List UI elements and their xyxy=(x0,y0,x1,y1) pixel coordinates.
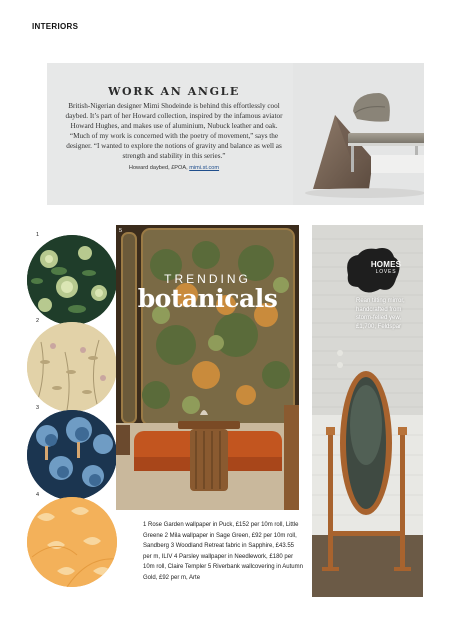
feature-credit-link[interactable]: mimi.st.com xyxy=(189,165,220,171)
section-label: INTERIORS xyxy=(32,22,79,31)
product-caption: 1 Rose Garden wallpaper in Puck, £152 per 10m roll, Little Greene 2 Mila wallpaper in Sage Green, £92 per 10m roll, Sandberg 3 Woodland Retreat fabric in Sapphire, £43.55 per m, ILIV 4 Parsley wallpaper in Needlework, £180 per 10m roll, Claire Templer 5 Riverbank wallcovering in Autumn Gold, £92 per m, Arte xyxy=(143,522,303,581)
homes-loves-panel xyxy=(312,225,423,597)
trending-botanicals-image xyxy=(116,225,299,510)
swatch-mila xyxy=(27,322,117,412)
homes-badge-subtitle: LOVES xyxy=(375,269,397,275)
swatch-parsley xyxy=(27,497,117,587)
mirror-description: Rean tilting mirror, handcrafted from storm-felled yew, £1,700, Feldspar xyxy=(356,298,405,330)
trending-room-illustration xyxy=(116,225,299,510)
feature-title: WORK AN ANGLE xyxy=(108,85,240,98)
swatch-number-2: 2 xyxy=(36,318,40,324)
feature-text xyxy=(63,85,285,171)
swatch-woodland-retreat xyxy=(27,410,117,500)
feature-box xyxy=(47,63,424,205)
trending-number: 5 xyxy=(119,228,123,234)
swatch-rose-garden xyxy=(27,235,117,325)
mirror-room-illustration xyxy=(312,225,423,597)
daybed-image xyxy=(293,63,424,205)
homes-loves-badge xyxy=(364,260,408,275)
swatch-number-3: 3 xyxy=(36,405,40,411)
feature-body: British-Nigerian designer Mimi Shodeinde is behind this effortlessly cool daybed. It’s part of her Howard collection, inspired by the infamous aviator Howard Hughes, and makes use of aluminium, Nubuck leather and oak. “Much of my work is concerned with the poetry of movement,” says the designer. “I wanted to explore the notions of gravity and balance as well as strength and stability in this series.” xyxy=(65,102,283,160)
botanicals-title: botanicals xyxy=(137,284,278,313)
trending-label: TRENDING xyxy=(164,272,251,286)
swatch-number-4: 4 xyxy=(36,492,40,498)
feature-credit xyxy=(63,165,285,171)
feature-credit-text: Howard daybed, £POA, xyxy=(128,165,190,171)
swatch-number-1: 1 xyxy=(36,232,40,238)
homes-badge-title: HOMES xyxy=(370,260,402,269)
